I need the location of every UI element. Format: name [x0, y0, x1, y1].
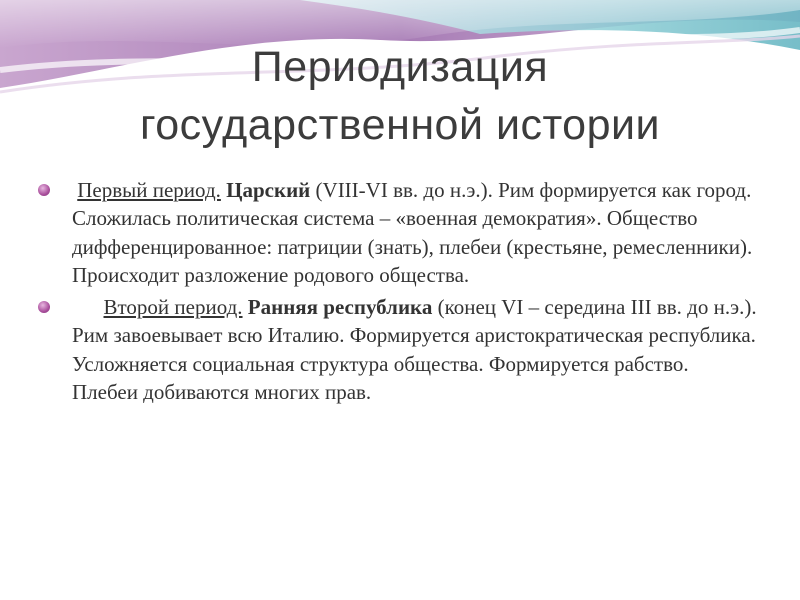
list-item-first-period	[38, 176, 758, 289]
list-item-second-period	[38, 293, 758, 406]
item-prefix-space	[72, 295, 104, 319]
period-label: Первый период.	[77, 178, 221, 202]
slide-title	[40, 38, 760, 154]
period-description: (конец VI – середина III вв. до н.э.). Рим завоевывает всю Италию. Формируется аристократическая республика. Усложняется социальная структура общества. Формируется рабство. Плебеи добиваются многих прав.	[72, 295, 757, 405]
period-name: Царский	[226, 178, 311, 202]
bullet-icon	[38, 184, 50, 196]
period-label: Второй период.	[103, 295, 243, 320]
period-description: (VIII-VI вв. до н.э.). Рим формируется как город. Сложилась политическая система – «военная демократия». Общество дифференцированное: патриции (знать), плебеи (крестьяне, ремесленники). Происходит разложение родового общества.	[72, 178, 753, 287]
period-name: Ранняя республика	[247, 295, 433, 320]
title-line-2: государственной истории	[139, 101, 661, 149]
bullet-icon	[38, 301, 50, 313]
title-line-1: Периодизация	[251, 43, 549, 91]
slide-body	[38, 176, 758, 410]
